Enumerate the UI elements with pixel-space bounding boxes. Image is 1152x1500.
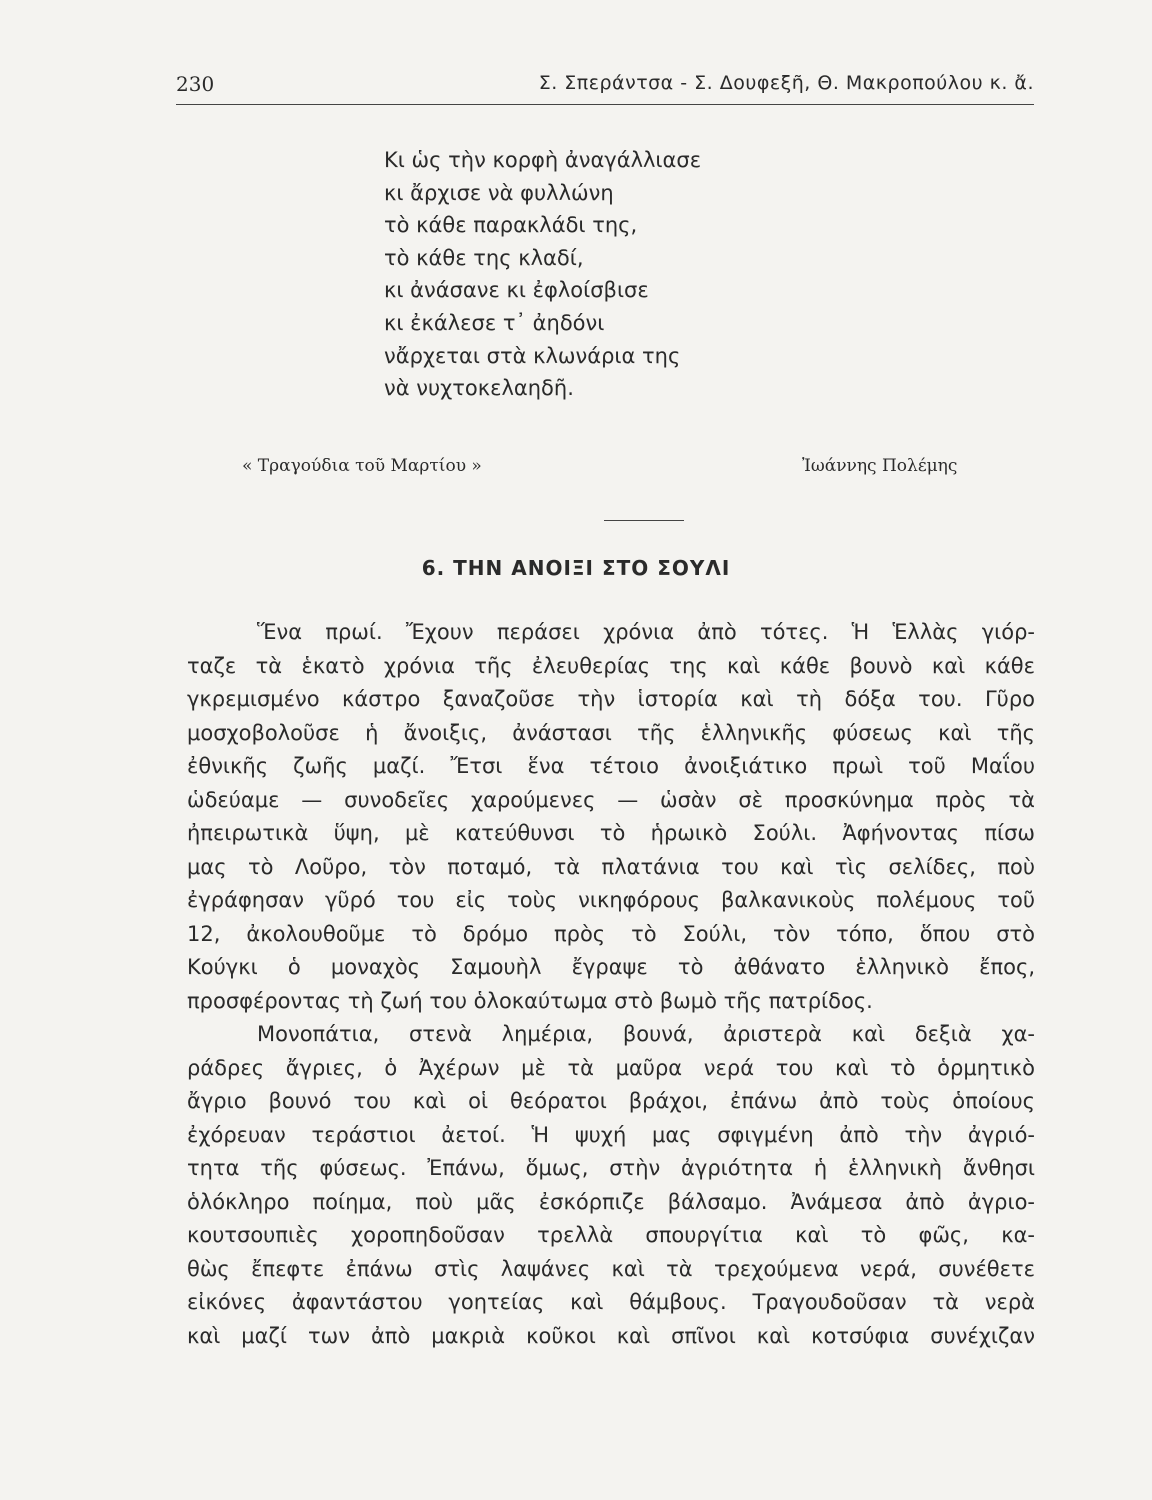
text-line: προσφέροντας τὴ ζωή του ὁλοκαύτωμα στὸ βωμὸ τῆς πατρίδος. [187,988,873,1013]
text-line: μοσχοβολοῦσε ἡ ἄνοιξις, ἀνάστασι τῆς ἑλληνικῆς φύσεως καὶ τῆς [187,720,1035,745]
text-line: 12, ἀκολουθοῦμε τὸ δρόμο πρὸς τὸ Σούλι, τὸν τόπο, ὅπου στὸ [187,921,1035,946]
text-line: ταζε τὰ ἑκατὸ χρόνια τῆς ἐλευθερίας της καὶ κάθε βουνὸ καὶ κάθε [187,653,1035,678]
page-header [176,70,1034,105]
text-line: ἠπειρωτικὰ ὕψη, μὲ κατεύθυνσι τὸ ἡρωικὸ Σούλι. Ἀφήνοντας πίσω [187,821,1035,845]
poem-line: νὰ νυχτοκελαηδῆ. [384,376,574,401]
poem [384,144,701,405]
section-title: 6. ΤΗΝ ΑΝΟΙΞΙ ΣΤΟ ΣΟΥΛΙ [421,556,731,580]
poem-line: τὸ κάθε της κλαδί, [384,245,584,270]
text-line: θὼς ἔπεφτε ἐπάνω στὶς λαψάνες καὶ τὰ τρεχούμενα νερά, συνέθετε [187,1256,1035,1281]
poem-line: Κι ὡς τὴν κορφὴ ἀναγάλλιασε [384,148,702,172]
text-line: Ἕνα πρωί. Ἔχουν περάσει χρόνια ἀπὸ τότες. Ἡ Ἑλλὰς γιόρ- [257,620,1035,644]
poem-author: Ἰωάννης Πολέμης [802,456,958,476]
text-line: μας τὸ Λοῦρο, τὸν ποταμό, τὰ πλατάνια του καὶ τὶς σελίδες, ποὺ [187,854,1035,879]
text-line: ὡδεύαμε — συνοδεῖες χαρούμενες — ὡσὰν σὲ προσκύνημα πρὸς τὰ [187,787,1035,812]
text-line: Κούγκι ὁ μοναχὸς Σαμουὴλ ἔγραψε τὸ ἀθάνατο ἑλληνικὸ ἔπος, [187,955,1035,979]
body-text [187,616,1035,1353]
text-line: εἰκόνες ἀφαντάστου γοητείας καὶ θάμβους. Τραγουδοῦσαν τὰ νερὰ [187,1290,1035,1314]
text-line: κουτσουπιὲς χοροπηδοῦσαν τρελλὰ σπουργίτια καὶ τὸ φῶς, κα- [187,1223,1035,1247]
text-line: ἄγριο βουνό του καὶ οἱ θεόρατοι βράχοι, ἐπάνω ἀπὸ τοὺς ὁποίους [187,1089,1035,1113]
text-line: τητα τῆς φύσεως. Ἐπάνω, ὅμως, στὴν ἀγριότητα ἡ ἑλληνικὴ ἄνθησι [187,1156,1035,1180]
text-line: Μονοπάτια, στενὰ λημέρια, βουνά, ἀριστερὰ καὶ δεξιὰ χα- [257,1022,1035,1046]
text-line: καὶ μαζί των ἀπὸ μακριὰ κοῦκοι καὶ σπῖνοι καὶ κοτσύφια συνέχιζαν [187,1323,1035,1348]
text-line: ἐχόρευαν τεράστιοι ἀετοί. Ἡ ψυχή μας σφιγμένη ἀπὸ τὴν ἀγριό- [187,1122,1035,1147]
text-line: γκρεμισμένο κάστρο ξαναζοῦσε τὴν ἱστορία καὶ τὴ δόξα του. Γῦρο [187,687,1035,711]
poem-line: κι ἐκάλεσε τ᾽ ἀηδόνι [384,310,605,335]
text-line: ἐγράφησαν γῦρό του εἰς τοὺς νικηφόρους βαλκανικοὺς πολέμους τοῦ [187,888,1035,912]
poem-line: νἄρχεται στὰ κλωνάρια της [384,343,681,368]
text-line: ἐθνικῆς ζωῆς μαζί. Ἔτσι ἕνα τέτοιο ἀνοιξιάτικο πρωὶ τοῦ Μαΐου [187,754,1035,778]
text-line: ράδρες ἄγριες, ὁ Ἀχέρων μὲ τὰ μαῦρα νερά του καὶ τὸ ὁρμητικὸ [187,1055,1035,1080]
poem-line: τὸ κάθε παρακλάδι της, [384,213,638,238]
poem-source: « Τραγούδια τοῦ Μαρτίου » [242,456,482,476]
page-number: 230 [176,72,215,96]
section-divider [604,520,684,521]
text-line: ὁλόκληρο ποίημα, ποὺ μᾶς ἐσκόρπιζε βάλσαμο. Ἀνάμεσα ἀπὸ ἀγριο- [187,1189,1035,1214]
poem-line: κι ἀνάσανε κι ἐφλοίσβισε [384,278,649,303]
running-head: Σ. Σπεράντσα - Σ. Δουφεξῆ, Θ. Μακροπούλου κ. ἄ. [538,72,1034,94]
poem-line: κι ἄρχισε νὰ φυλλώνη [384,180,614,205]
